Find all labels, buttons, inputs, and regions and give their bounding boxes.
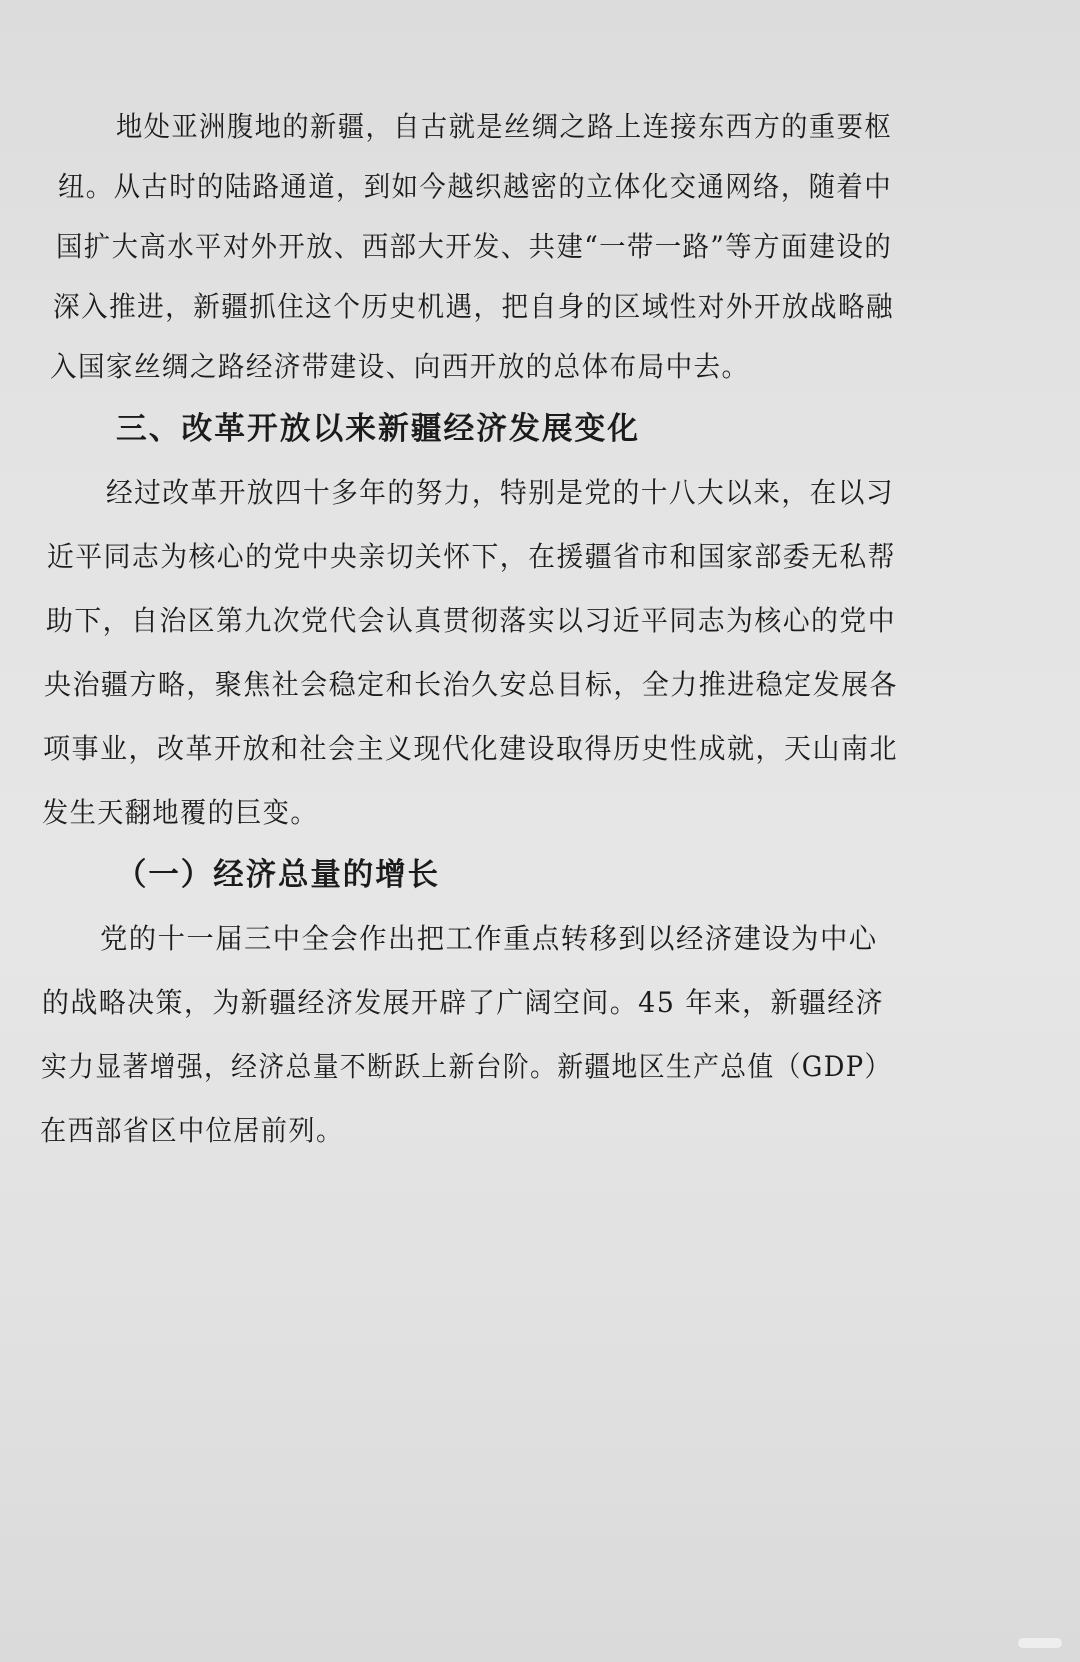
paragraph-3-line-4: 在西部省区中位居前列。 — [40, 1114, 344, 1147]
section-3-heading: 三、改革开放以来新疆经济发展变化 — [116, 411, 640, 447]
paragraph-3-line-3: 实力显著增强，经济总量不断跃上新台阶。新疆地区生产总值（GDP） — [41, 1050, 892, 1083]
corner-watermark-blur — [1018, 1638, 1062, 1648]
paragraph-1-line-4: 深入推进，新疆抓住这个历史机遇，把自身的区域性对外开放战略融 — [53, 290, 895, 323]
subsection-1-heading: （一）经济总量的增长 — [116, 857, 440, 893]
paragraph-3-line-1: 党的十一届三中全会作出把工作重点转移到以经济建设为中心 — [100, 922, 878, 955]
paragraph-2-line-2: 近平同志为核心的党中央亲切关怀下，在援疆省市和国家部委无私帮 — [47, 540, 896, 573]
paragraph-1-line-2: 纽。从古时的陆路通道，到如今越织越密的立体化交通网络，随着中 — [58, 170, 893, 203]
paragraph-1-line-5: 入国家丝绸之路经济带建设、向西开放的总体布局中去。 — [50, 350, 750, 383]
paragraph-3-line-2: 的战略决策，为新疆经济发展开辟了广阔空间。45 年来，新疆经济 — [42, 986, 885, 1019]
paragraph-2-line-6: 发生天翻地覆的巨变。 — [42, 796, 319, 829]
paragraph-2-line-5: 项事业，改革开放和社会主义现代化建设取得历史性成就，天山南北 — [43, 732, 899, 765]
paragraph-2-line-4: 央治疆方略，聚焦社会稳定和长治久安总目标，全力推进稳定发展各 — [44, 668, 899, 701]
paragraph-2-line-1: 经过改革开放四十多年的努力，特别是党的十八大以来，在以习 — [106, 476, 895, 509]
paragraph-1-line-1: 地处亚洲腹地的新疆，自古就是丝绸之路上连接东西方的重要枢 — [116, 110, 893, 143]
paragraph-1-line-3: 国扩大高水平对外开放、西部大开发、共建“一带一路”等方面建设的 — [56, 230, 893, 263]
paragraph-2-line-3: 助下，自治区第九次党代会认真贯彻落实以习近平同志为核心的党中 — [46, 604, 897, 637]
